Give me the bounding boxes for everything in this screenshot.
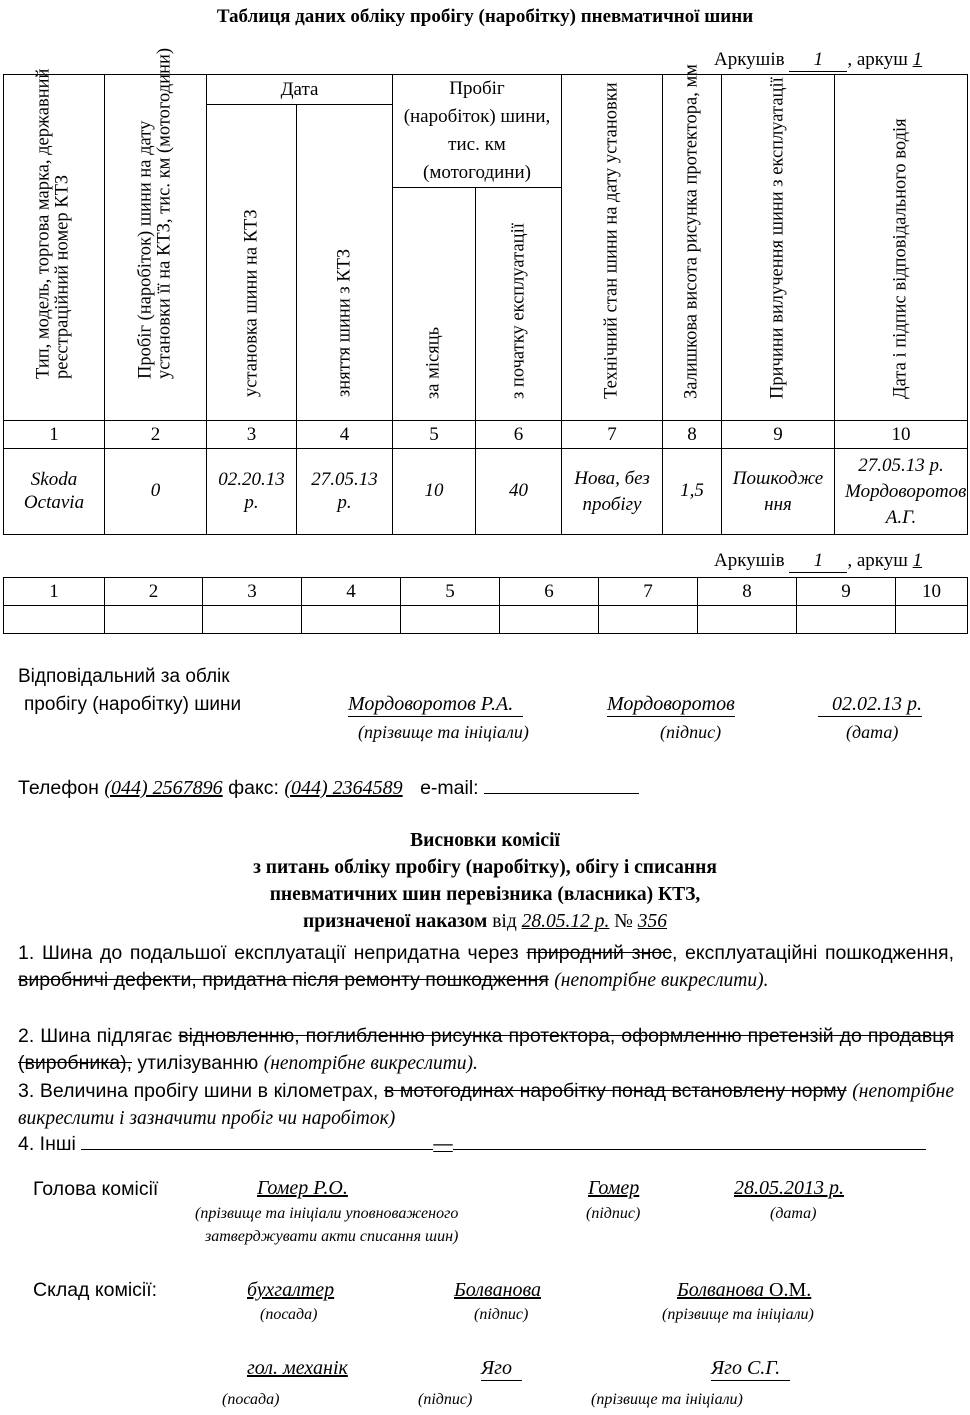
conclusions-heading-2: з питань обліку пробігу (наробітку), обігу і списання [253, 857, 717, 878]
member-1-signature: Болванова [454, 1279, 542, 1301]
responsible-name: Мордоворотов Р.А. [348, 693, 523, 717]
header-driver-signature: Дата і підпис відповідального водія [835, 75, 968, 421]
member-1-signature-caption: (підпис) [474, 1306, 529, 1323]
sheet-label: , аркуш [847, 49, 908, 70]
chair-signature-caption: (підпис) [586, 1205, 641, 1222]
sheets-counter-2 [714, 550, 922, 573]
header-tech-state: Технічний стан шини на дату установки [562, 75, 663, 421]
col-number: 7 [599, 578, 698, 606]
sheets-count: 1 [789, 550, 847, 573]
order-no-label: № [614, 911, 633, 932]
chair-date: 28.05.2013 р. [734, 1177, 844, 1199]
header-tread-depth: Залишкова висота рисунка протектора, мм [663, 75, 722, 421]
cell-removal-reason: Пошкодження [722, 449, 835, 535]
col-number: 1 [4, 421, 105, 449]
header-since-start: з початку експлуатації [476, 188, 562, 421]
conclusions-heading-4 [0, 911, 970, 933]
other-label: 4. Інші [18, 1133, 76, 1155]
fax-value: (044) 2364589 [284, 777, 403, 799]
col-number: 6 [476, 421, 562, 449]
header-initial-mileage: Пробіг (наробіток) шини на дату установки її на КТЗ, тис. км (мотогодини) [105, 75, 207, 421]
members-label: Склад комісії: [33, 1279, 158, 1301]
phone-value: (044) 2567896 [104, 777, 223, 799]
responsible-label-2: пробігу (наробітку) шини [24, 694, 242, 715]
member-2-name-caption: (прізвище та ініціали) [591, 1391, 743, 1408]
sheet-label: , аркуш [847, 550, 908, 571]
member-2-signature: Яго [481, 1357, 522, 1381]
sheets-count: 1 [789, 49, 847, 72]
other-dash: — [433, 1133, 453, 1155]
col-number: 6 [500, 578, 599, 606]
col-number: 4 [302, 578, 401, 606]
header-mileage: Пробіг (наробіток) шини, тис. км (мотогодини) [393, 75, 562, 188]
col-number: 5 [393, 421, 476, 449]
sheets-label: Аркушів [714, 550, 785, 571]
chair-name: Гомер Р.О. [257, 1177, 348, 1199]
contacts-line [18, 777, 639, 800]
document-title: Таблиця даних обліку пробігу (наробітку) пневматичної шини [216, 6, 754, 27]
responsible-date: 02.02.13 р. [818, 693, 922, 717]
col-number: 3 [203, 578, 302, 606]
conclusion-item-4 [18, 1133, 926, 1156]
col-number: 9 [797, 578, 896, 606]
member-1-name-caption: (прізвище та ініціали) [662, 1306, 814, 1323]
header-installation: установка шини на КТЗ [207, 105, 297, 421]
col-number: 3 [207, 421, 297, 449]
cell-tread-depth: 1,5 [663, 449, 722, 535]
col-number: 4 [297, 421, 393, 449]
chair-signature: Гомер [588, 1177, 640, 1199]
header-vehicle: Тип, модель, торгова марка, державний реєстраційний номер КТЗ [4, 75, 105, 421]
responsible-label-1: Відповідальний за облік [18, 666, 230, 687]
cell-per-month: 10 [393, 449, 476, 535]
order-from: від [492, 911, 517, 932]
col-number: 2 [105, 421, 207, 449]
conclusion-item-2: 2. Шина підлягає відновленню, поглибленню рисунка протектора, оформленню претензій до продавця (виробника), утилізуванню (непотрібне викреслити). [18, 1025, 954, 1074]
header-removal-reason: Причини вилучення шини з експлуатації [722, 75, 835, 421]
sheet-number: 1 [912, 550, 923, 571]
cell-install-date: 02.20.13 р. [207, 449, 297, 535]
col-number: 2 [105, 578, 203, 606]
col-number: 7 [562, 421, 663, 449]
member-2-position-caption: (посада) [222, 1391, 280, 1408]
caption-date: (дата) [846, 722, 899, 742]
col-number: 9 [722, 421, 835, 449]
chair-date-caption: (дата) [770, 1205, 817, 1222]
conclusions-heading: Висновки комісії [410, 830, 560, 851]
col-number: 10 [896, 578, 968, 606]
email-label: e-mail: [420, 777, 479, 799]
order-number: 356 [637, 911, 667, 932]
cell-initial-mileage: 0 [105, 449, 207, 535]
col-number: 8 [698, 578, 797, 606]
table-row [4, 449, 968, 535]
caption-name: (прізвище та ініціали) [358, 722, 529, 742]
order-date: 28.05.12 р. [521, 911, 610, 932]
continuation-table [3, 577, 968, 634]
fax-label: факс: [228, 777, 279, 799]
sheets-label: Аркушів [714, 49, 785, 70]
chair-label: Голова комісії [33, 1178, 159, 1200]
header-removal: зняття шини з КТЗ [297, 105, 393, 421]
column-numbers-row [4, 421, 968, 449]
chair-name-caption-2: затверджувати акти списання шин) [205, 1228, 459, 1245]
member-1-name: Болванова О.М. [677, 1279, 812, 1301]
responsible-signature: Мордоворотов [607, 693, 735, 715]
caption-signature: (підпис) [660, 722, 722, 742]
member-2-name: Яго С.Г. [711, 1357, 790, 1381]
col-number: 5 [401, 578, 500, 606]
sheet-number: 1 [912, 49, 923, 70]
conclusions-heading-3: пневматичних шин перевізника (власника) КТЗ, [269, 884, 701, 905]
other-field [81, 1149, 433, 1150]
phone-label: Телефон [18, 777, 99, 799]
conclusion-item-1: 1. Шина до подальшої експлуатації непридатна через природний знос, експлуатаційні пошкодження, виробничі дефекти, придатна після ремонту пошкодження (непотрібне викреслити). [18, 942, 954, 991]
email-field [484, 793, 639, 794]
cell-since-start: 40 [476, 449, 562, 535]
col-number: 10 [835, 421, 968, 449]
cell-driver-signature: 27.05.13 р. Мордоворотов А.Г. [835, 449, 968, 535]
member-1-position-caption: (посада) [260, 1306, 318, 1323]
col-number: 1 [4, 578, 105, 606]
cell-tech-state: Нова, без пробігу [562, 449, 663, 535]
col-number: 8 [663, 421, 722, 449]
cell-vehicle: Skoda Octavia [4, 449, 105, 535]
member-1-position: бухгалтер [247, 1279, 335, 1301]
order-label: призначеної наказом [302, 911, 488, 932]
chair-name-caption: (прізвище та ініціали уповноваженого [195, 1205, 459, 1222]
cell-removal-date: 27.05.13 р. [297, 449, 393, 535]
header-date: Дата [207, 75, 393, 105]
sheets-counter [714, 49, 922, 72]
table-row [4, 606, 968, 634]
member-2-position: гол. механік [247, 1357, 348, 1379]
conclusion-item-3: 3. Величина пробігу шини в кілометрах, в мотогодинах наробітку понад встановлену норму (непотрібне викреслити і зазначити пробіг чи наробіток) [18, 1080, 955, 1129]
header-per-month: за місяць [393, 188, 476, 421]
member-2-signature-caption: (підпис) [418, 1391, 473, 1408]
